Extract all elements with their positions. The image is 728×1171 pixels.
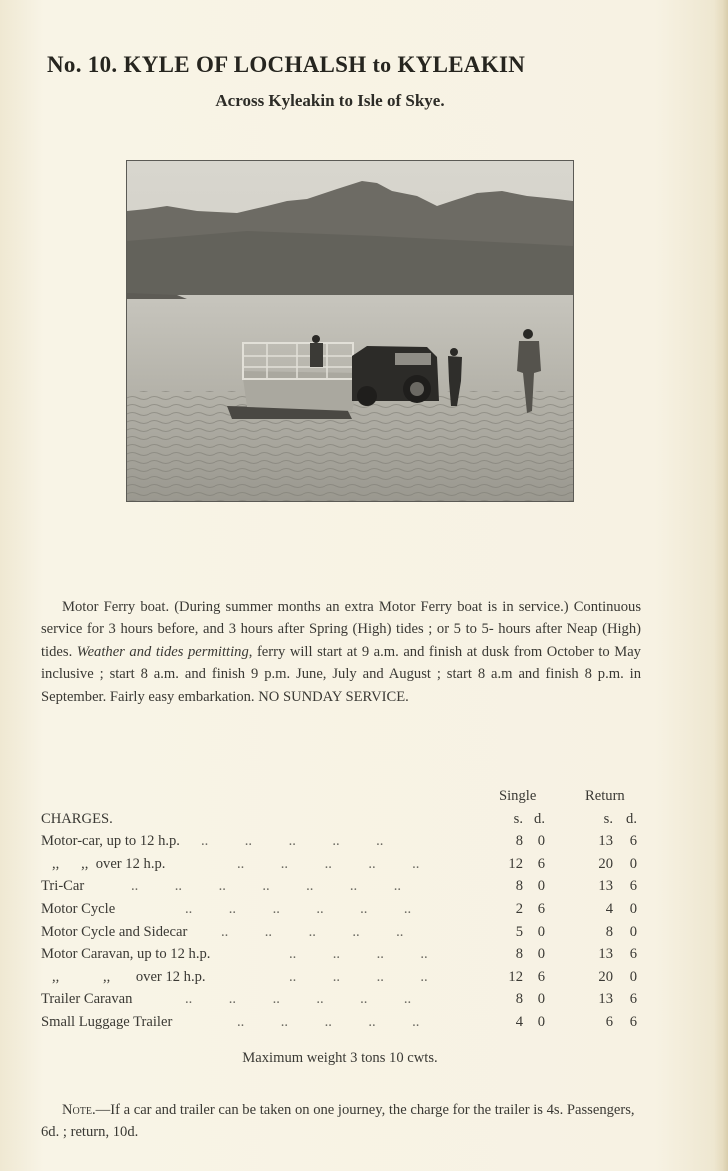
vehicle-label: Motor Cycle and Sidecar	[41, 923, 188, 940]
charges-header-row	[41, 785, 651, 808]
charges-units-row	[41, 808, 651, 831]
vehicle-label: Motor Cycle	[41, 900, 116, 917]
table-row	[41, 943, 651, 966]
return-pence: 0	[629, 900, 637, 917]
table-row	[41, 966, 651, 989]
return-pence: 6	[629, 833, 637, 850]
table-row	[41, 875, 651, 898]
return-shillings: 13	[598, 833, 613, 850]
unit-return-d: d.	[626, 810, 637, 827]
service-description	[41, 596, 641, 708]
description-part-1: Motor Ferry boat. (During summer months an extra Motor Ferry boat is in service.) Continuous service for 3 hours before, and 3 hours after Spring (High) tides ; or 5 to 5- hours after Neap (High) tides.	[41, 599, 641, 660]
vehicle-label: Motor Caravan, up to 12 h.p.	[41, 946, 211, 963]
single-shillings: 12	[508, 968, 523, 985]
return-shillings: 4	[605, 900, 613, 917]
page-subtitle: Across Kyleakin to Isle of Skye.	[215, 91, 445, 110]
table-row	[41, 988, 651, 1011]
note-label: Note.	[62, 1102, 96, 1118]
motor-car	[352, 346, 439, 406]
single-pence: 0	[537, 1013, 545, 1030]
unit-single-s: s.	[513, 810, 523, 827]
single-pence: 6	[537, 855, 545, 872]
single-pence: 6	[537, 900, 545, 917]
vehicle-label: ,, ,, over 12 h.p.	[41, 855, 166, 872]
leader-dots: .. .. .. .. ..	[237, 1013, 420, 1030]
table-row	[41, 1011, 651, 1034]
leader-dots: .. .. .. .. ..	[221, 923, 404, 940]
leader-dots: .. .. .. ..	[289, 968, 428, 985]
vehicle-label: Motor-car, up to 12 h.p.	[41, 833, 180, 850]
return-pence: 6	[629, 1013, 637, 1030]
table-row	[41, 921, 651, 944]
title-origin: KYLE OF LOCHALSH	[123, 52, 367, 77]
description-lead-indent	[41, 599, 62, 615]
single-pence: 0	[537, 991, 545, 1008]
charges-heading: CHARGES.	[41, 810, 113, 827]
ferry-photo	[126, 160, 574, 502]
paper-edge	[714, 0, 728, 1171]
return-shillings: 20	[598, 968, 613, 985]
note-indent	[41, 1102, 62, 1118]
title-destination: KYLEAKIN	[397, 52, 526, 77]
single-shillings: 12	[508, 855, 523, 872]
leader-dots: .. .. .. .. .. ..	[185, 991, 412, 1008]
return-pence: 0	[629, 968, 637, 985]
col-single-header: Single	[499, 788, 537, 804]
single-pence: 6	[537, 968, 545, 985]
single-pence: 0	[537, 923, 545, 940]
single-shillings: 8	[515, 833, 523, 850]
page-title	[47, 52, 525, 78]
leader-dots: .. .. .. .. ..	[237, 855, 420, 872]
single-pence: 0	[537, 946, 545, 963]
return-shillings: 20	[598, 855, 613, 872]
single-pence: 0	[537, 878, 545, 895]
return-shillings: 13	[598, 991, 613, 1008]
single-shillings: 8	[515, 991, 523, 1008]
single-shillings: 2	[515, 900, 523, 917]
return-pence: 6	[629, 991, 637, 1008]
leader-dots: .. .. .. .. .. ..	[185, 900, 412, 917]
single-shillings: 5	[515, 923, 523, 940]
description-italic: Weather and tides permitting	[76, 643, 249, 660]
table-row	[41, 898, 651, 921]
col-return-header: Return	[585, 788, 625, 804]
return-pence: 0	[629, 923, 637, 940]
leader-dots: .. .. .. .. .. .. ..	[131, 878, 401, 895]
ferry-photo-illustration	[127, 161, 573, 501]
vehicle-label: Small Luggage Trailer	[41, 1013, 173, 1030]
trailer-note	[41, 1099, 641, 1144]
unit-return-s: s.	[603, 810, 613, 827]
charges-table	[41, 785, 651, 1034]
table-row	[41, 830, 651, 853]
single-shillings: 8	[515, 878, 523, 895]
return-shillings: 13	[598, 946, 613, 963]
leader-dots: .. .. .. ..	[289, 946, 428, 963]
leader-dots: .. .. .. .. ..	[201, 833, 384, 850]
unit-single-d: d.	[534, 810, 545, 827]
single-shillings: 8	[515, 946, 523, 963]
single-pence: 0	[537, 833, 545, 850]
single-shillings: 4	[515, 1013, 523, 1030]
return-pence: 6	[629, 946, 637, 963]
note-text: —If a car and trailer can be taken on one journey, the charge for the trailer is 4s. Passengers, 6d. ; return, 10d.	[41, 1102, 635, 1141]
return-shillings: 8	[605, 923, 613, 940]
maximum-weight-note: Maximum weight 3 tons 10 cwts.	[242, 1050, 438, 1066]
table-row	[41, 853, 651, 876]
return-pence: 6	[629, 878, 637, 895]
return-shillings: 13	[598, 878, 613, 895]
vehicle-label: ,, ,, over 12 h.p.	[41, 968, 206, 985]
vehicle-label: Tri-Car	[41, 878, 85, 895]
return-pence: 0	[629, 855, 637, 872]
description-part-2: , ferry will start at 9 a.m. and finish at dusk from October to May inclusive ; start 8 a.m. and finish 9 p.m. June, July and August ; start 8 a.m and finish 8 p.m. in September. Fairly easy embarkation. NO SUNDAY SERVICE.	[41, 643, 641, 705]
return-shillings: 6	[605, 1013, 613, 1030]
vehicle-label: Trailer Caravan	[41, 991, 133, 1008]
title-prefix: No. 10.	[47, 52, 118, 77]
title-to: to	[372, 52, 392, 77]
